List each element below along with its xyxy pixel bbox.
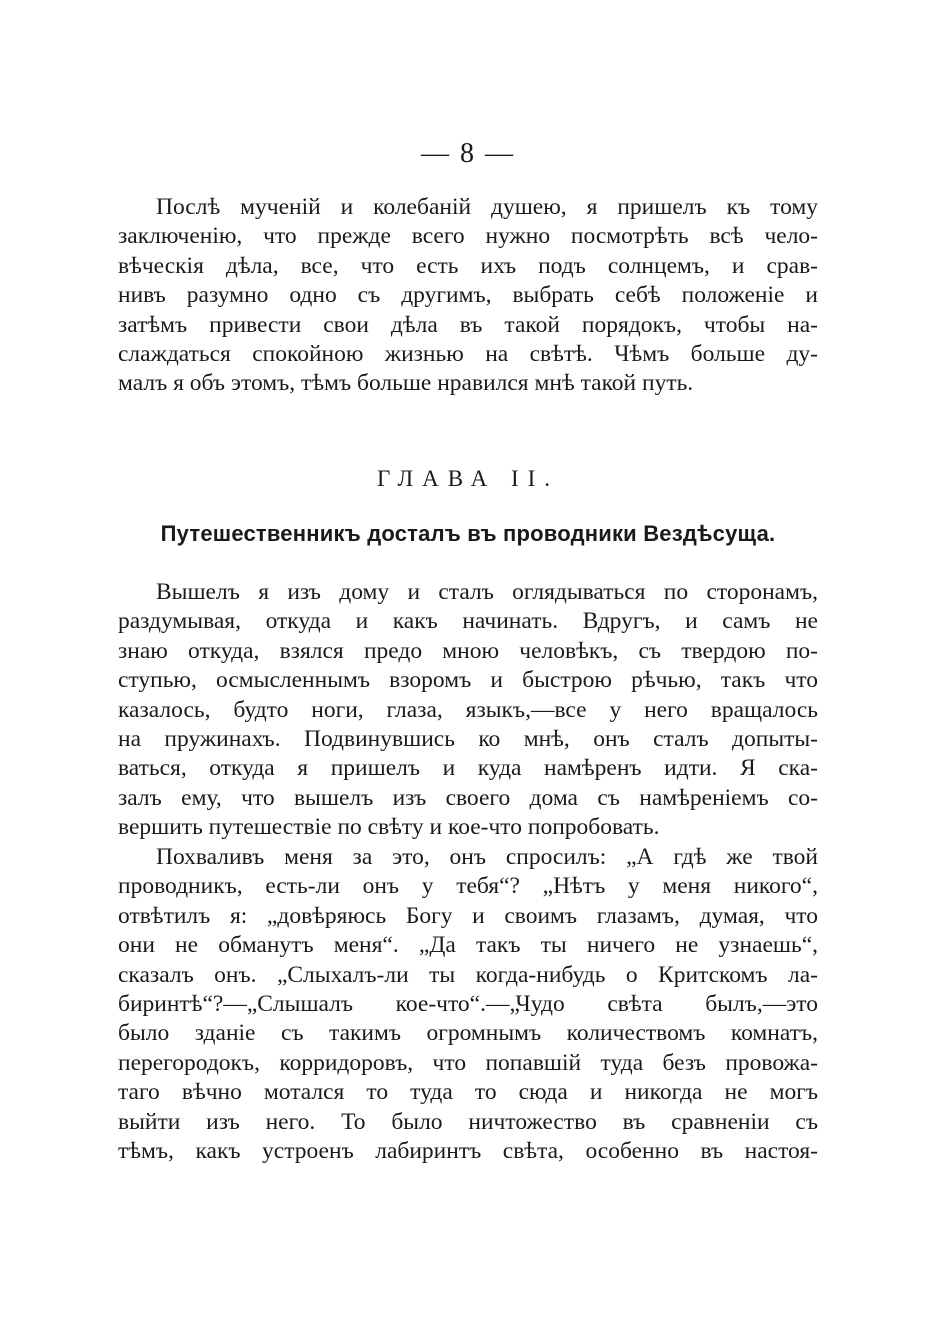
text-line: выйти изъ него. То было ничтожество въ сравненіи съ xyxy=(118,1108,818,1135)
paragraph-intro xyxy=(118,193,818,399)
text-line: перегородокъ, корридоровъ, что попавшій туда безъ провожа- xyxy=(118,1049,818,1076)
text-line: залъ ему, что вышелъ изъ своего дома съ намѣреніемъ со- xyxy=(118,784,818,811)
text-line: Похваливъ меня за это, онъ спросилъ: „А гдѣ же твой xyxy=(156,844,818,870)
text-line: было зданіе съ такимъ огромнымъ количествомъ комнатъ, xyxy=(118,1020,818,1047)
text-line: Вышелъ я изъ дому и сталъ оглядываться по сторонамъ, xyxy=(156,579,818,605)
text-line: казалось, будто ноги, глаза, языкъ,—все у него вращалось xyxy=(118,696,818,723)
text-line: заключенію, что прежде всего нужно посмотрѣть всѣ чело- xyxy=(118,223,818,250)
text-line: отвѣтилъ я: „довѣряюсь Богу и своимъ глазамъ, думая, что xyxy=(118,902,818,929)
text-line: знаю откуда, взялся предо мною человѣкъ, съ твердою по- xyxy=(118,637,818,664)
text-line: Послѣ мученій и колебаній душею, я пришелъ къ тому xyxy=(156,194,818,220)
chapter-heading: ГЛАВА II. xyxy=(376,466,560,491)
chapter-subtitle: Путешественникъ досталъ въ проводники Вездѣсуща. xyxy=(160,521,776,546)
text-line: вершить путешествіе по свѣту и кое-что попробовать. xyxy=(118,814,660,841)
text-line: раздумывая, откуда и какъ начинать. Вдругъ, и самъ не xyxy=(118,608,818,635)
text-line: ступью, осмысленнымъ взоромъ и быстрою рѣчью, такъ что xyxy=(118,667,818,694)
text-line: затѣмъ привести свои дѣла въ такой порядокъ, чтобы на- xyxy=(118,311,818,338)
text-line: слаждаться спокойною жизнью на свѣтѣ. Чѣмъ больше ду- xyxy=(118,341,818,368)
text-line: вѣческія дѣла, все, что есть ихъ подъ солнцемъ, и срав- xyxy=(118,252,818,279)
text-line: сказалъ онъ. „Слыхалъ-ли ты когда-нибудь о Критскомъ ла- xyxy=(118,961,818,988)
text-line: ваться, откуда я пришелъ и куда намѣренъ идти. Я ска- xyxy=(118,755,818,782)
text-line: малъ я объ этомъ, тѣмъ больше нравился мнѣ такой путь. xyxy=(118,370,694,397)
paragraph-chapter-start xyxy=(118,578,818,843)
page-number: — 8 — xyxy=(421,138,515,169)
text-line: на пружинахъ. Подвинувшись ко мнѣ, онъ сталъ допыты- xyxy=(118,726,818,753)
paragraph-dialogue xyxy=(118,843,818,1166)
text-line: биринтѣ“?—„Слышалъ кое-что“.—„Чудо свѣта былъ,—это xyxy=(118,991,818,1018)
text-line: проводникъ, есть-ли онъ у тебя“? „Нѣтъ у меня никого“, xyxy=(118,873,818,900)
text-line: тѣмъ, какъ устроенъ лабиринтъ свѣта, особенно въ настоя- xyxy=(118,1138,818,1165)
text-line: нивъ разумно одно съ другимъ, выбрать себѣ положеніе и xyxy=(118,282,818,309)
text-line: они не обманутъ меня“. „Да такъ ты ничего не узнаешь“, xyxy=(118,932,818,959)
text-line: таго вѣчно мотался то туда то сюда и никогда не могъ xyxy=(118,1079,818,1106)
